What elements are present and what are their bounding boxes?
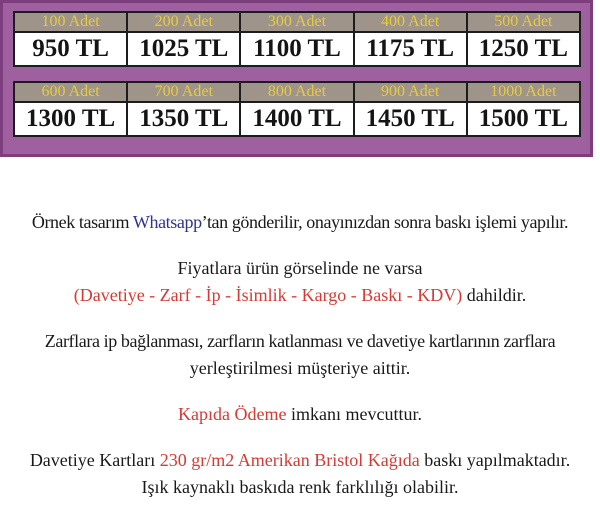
price-cell: 1300 TL (14, 102, 127, 136)
note-line (30, 447, 570, 474)
price-cell: 1100 TL (240, 32, 353, 66)
quantity-header-row (14, 82, 580, 102)
note-text: imkanı mevcuttur. (286, 404, 422, 424)
price-cell: 1400 TL (240, 102, 353, 136)
quantity-cell: 300 Adet (240, 12, 353, 32)
note-line (178, 401, 422, 428)
note-text: dahildir. (462, 285, 527, 305)
quantity-header-row (14, 12, 580, 32)
price-cell: 950 TL (14, 32, 127, 66)
note-text: Zarflara ip bağlanması, zarfların katlanması ve davetiye kartlarının zarflara (44, 331, 556, 351)
note-line (45, 328, 555, 355)
note-text: baskı yapılmaktadır. (419, 450, 571, 470)
note-included-items (0, 255, 600, 309)
note-line (142, 474, 459, 501)
note-text: Örnek tasarım (31, 212, 133, 232)
note-text: Işık kaynaklı baskıda renk farklılığı olabilir. (141, 477, 459, 497)
quantity-cell: 400 Adet (354, 12, 467, 32)
price-cell: 1250 TL (467, 32, 580, 66)
note-text: Davetiye Kartları (29, 450, 160, 470)
price-cell: 1450 TL (354, 102, 467, 136)
quantity-cell: 200 Adet (127, 12, 240, 32)
note-text: Fiyatlara ürün görselinde ne varsa (177, 258, 423, 278)
note-line (178, 255, 423, 282)
quantity-cell: 100 Adet (14, 12, 127, 32)
pricing-table-1 (13, 11, 581, 67)
note-line (190, 355, 410, 382)
note-line (74, 282, 527, 309)
price-row (14, 102, 580, 136)
brand-name: Whatsapp (132, 212, 202, 232)
note-line (32, 209, 568, 236)
quantity-cell: 700 Adet (127, 82, 240, 102)
payment-option-highlight: Kapıda Ödeme (178, 404, 287, 424)
price-cell: 1025 TL (127, 32, 240, 66)
pricing-table-2 (13, 81, 581, 137)
price-cell: 1350 TL (127, 102, 240, 136)
price-cell: 1175 TL (354, 32, 467, 66)
quantity-cell: 600 Adet (14, 82, 127, 102)
quantity-cell: 1000 Adet (467, 82, 580, 102)
notes-section (0, 209, 600, 501)
price-cell: 1500 TL (467, 102, 580, 136)
included-items-list: (Davetiye - Zarf - İp - İsimlik - Kargo - Baskı - KDV) (73, 285, 463, 305)
note-text: ’tan gönderilir, onayınızdan sonra baskı işlemi yapılır. (201, 212, 569, 232)
paper-spec-highlight: 230 gr/m2 Amerikan Bristol Kağıda (159, 450, 420, 470)
note-text: yerleştirilmesi müşteriye aittir. (189, 358, 411, 378)
price-banner (0, 0, 593, 157)
note-payment-option (0, 401, 600, 428)
note-design-approval (0, 209, 600, 236)
note-customer-tasks (0, 328, 600, 382)
note-paper-info (0, 447, 600, 501)
quantity-cell: 500 Adet (467, 12, 580, 32)
quantity-cell: 800 Adet (240, 82, 353, 102)
quantity-cell: 900 Adet (354, 82, 467, 102)
price-row (14, 32, 580, 66)
